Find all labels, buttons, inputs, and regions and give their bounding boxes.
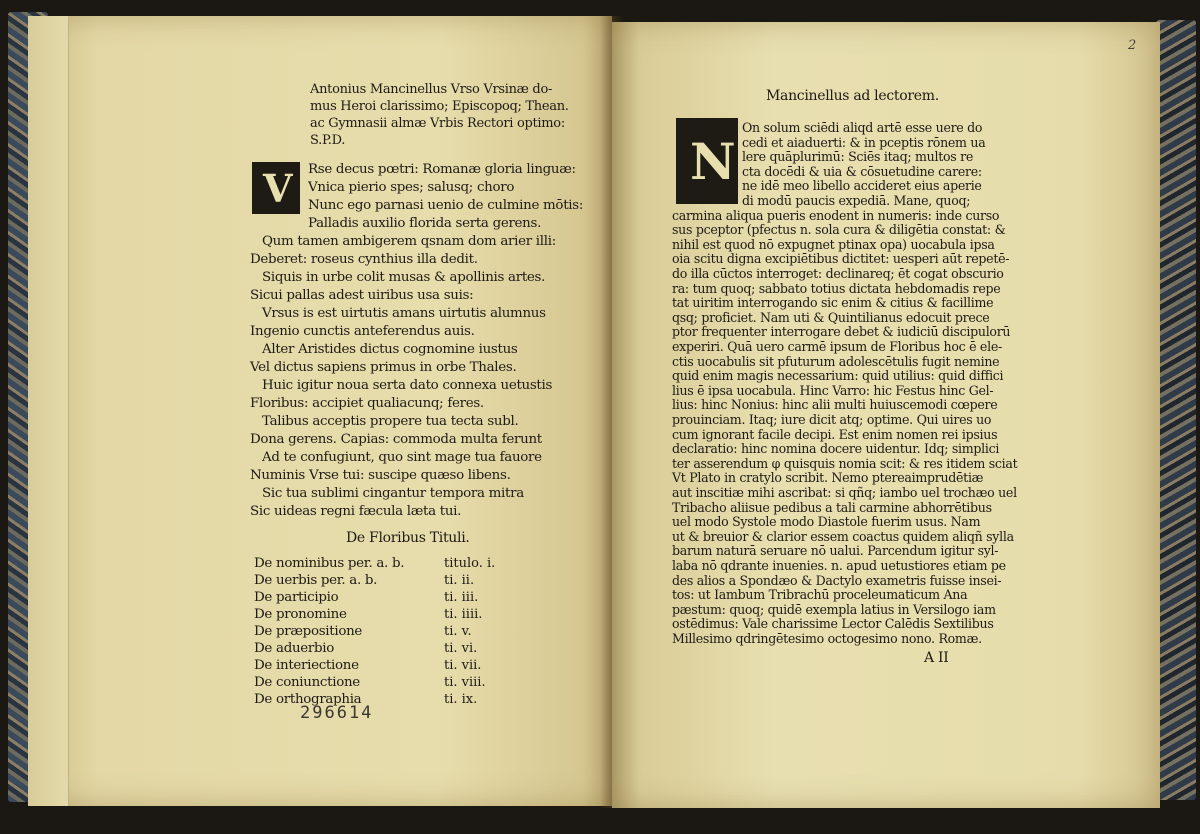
poem-line: Dona gerens. Capias: commoda multa ferunt	[250, 432, 542, 447]
preface-line: prouinciam. Itaq; iure dicit atq; optime. Qui uires uo	[672, 412, 992, 427]
toc-label: De pronomine	[254, 607, 347, 622]
toc-label: De orthographia	[254, 692, 362, 707]
toc-label: De aduerbio	[254, 641, 335, 656]
toc-number: ti. iiii.	[444, 607, 483, 622]
preface-line: ptor frequenter interrogare debet & iudiciū discipulorū	[672, 324, 1011, 340]
toc-number: ti. vii.	[444, 658, 482, 673]
poem-line: Sic uideas regni fæcula læta tui.	[250, 504, 462, 519]
poem-line: Vel dictus sapiens primus in orbe Thales.	[250, 360, 517, 375]
decorated-initial-n: N	[676, 118, 738, 204]
right-page-heading: Mancinellus ad lectorem.	[766, 88, 939, 104]
preface-line: ut & breuior & clarior essem coactus quidem aliqñ sylla	[672, 528, 1014, 544]
preface-line: ter asserendum φ quisquis nomia scit: & res itidem sciat	[672, 455, 1018, 471]
preface-line: ne idē meo libello accideret eius aperie	[742, 178, 982, 194]
toc-number: ti. ii.	[444, 573, 475, 588]
marbled-cover-right	[1156, 20, 1196, 800]
preface-line: do illa cūctos interroget: declinareq; ēt cogat obscurio	[672, 266, 1004, 281]
preface-line: laba nō qdrante inuenies. n. apud uetustiores etiam pe	[672, 558, 1006, 573]
preface-line: lere quāplurimū: Sciēs itaq; multos re	[742, 149, 973, 165]
preface-line: barum naturā seruare nō ualui. Parcendum igitur syl-	[672, 543, 999, 559]
poem-line: Ingenio cunctis anteferendus auis.	[250, 324, 475, 339]
preface-line: ra: tum quoq; sabbato totius dictata hebdomadis repe	[672, 280, 1001, 296]
preface-line: ctis uocabulis sit pfuturum adolescētulis fugit nemine	[672, 353, 1000, 369]
preface-line: Vt Plato in cratylo scribit. Nemo ptereaimprudētiæ	[672, 470, 984, 486]
poem-line: Numinis Vrse tui: suscipe quæso libens.	[250, 468, 511, 483]
poem-line: Rse decus pœtri: Romanæ gloria linguæ:	[308, 162, 576, 177]
poem-line: Deberet: roseus cynthius illa dedit.	[250, 252, 478, 267]
dedication-line: ac Gymnasii almæ Vrbis Rectori optimo:	[310, 116, 565, 131]
preface-line: cum ignorant facile decipi. Est enim nomen rei ipsius	[672, 426, 998, 442]
toc-number: ti. vi.	[444, 641, 478, 656]
preface-line: lius ē ipsa uocabula. Hinc Varro: hic Festus hinc Gel-	[672, 382, 994, 398]
poem-line: Nunc ego parnasi uenio de culmine mōtis:	[308, 198, 584, 213]
preface-line: Millesimo qdringētesimo octogesimo nono. Romæ.	[672, 631, 982, 646]
dedication-line: S.P.D.	[310, 133, 346, 148]
toc-label: De uerbis per. a. b.	[254, 573, 378, 588]
folio-number: 2	[1128, 38, 1137, 53]
poem-line: Vnica pierio spes; salusq; choro	[308, 180, 515, 195]
dedication-line: Antonius Mancinellus Vrso Vrsinæ do-	[310, 82, 553, 97]
toc-label: De participio	[254, 590, 339, 605]
preface-line: pæstum: quoq; quidē exempla latius in Versilogo iam	[672, 601, 996, 617]
preface-line: qsq; proficiet. Nam uti & Quintilianus edocuit prece	[672, 309, 990, 325]
preface-line: di modū paucis expediā. Mane, quoq;	[742, 193, 971, 208]
poem-line: Huic igitur noua serta dato connexa uetustis	[262, 378, 553, 393]
preface-line: experiri. Quā uero carmē ipsum de Floribus hoc ē ele-	[672, 339, 1002, 354]
preface-line: quid enim magis necessarium: quid utilius: quid diffici	[672, 368, 1004, 384]
preface-line: aut inscitiæ mihi ascribat: si qñq; iambo uel trochæo uel	[672, 485, 1017, 500]
preface-line: tat uiritim interrogando sic enim & citius & facillime	[672, 295, 994, 311]
toc-number: ti. iii.	[444, 590, 479, 605]
toc-label: De coniunctione	[254, 675, 360, 690]
toc-heading: De Floribus Tituli.	[346, 530, 470, 546]
preface-line: declaratio: hinc nomina docere uidentur. Idq; simplici	[672, 441, 1000, 457]
dedication-line: mus Heroi clarissimo; Episcopoq; Thean.	[310, 99, 569, 114]
poem-line: Palladis auxilio florida serta gerens.	[308, 216, 542, 231]
preface-line: cedi et aiaduerti: & in pceptis rōnem ua	[742, 134, 986, 150]
preface-line: ostēdimus: Vale charissime Lector Calēdis Sextilibus	[672, 616, 994, 632]
signature-mark: A II	[924, 650, 949, 666]
poem-line: Sicui pallas adest uiribus usa suis:	[250, 288, 474, 303]
preface-line: tos: ut Iambum Tribrachū proceleumaticum Ana	[672, 587, 968, 603]
library-stamp-number: 296614	[300, 703, 374, 723]
toc-label: De nominibus per. a. b.	[254, 556, 405, 571]
poem-line: Talibus acceptis propere tua tecta subl.	[262, 414, 519, 429]
toc-number: ti. ix.	[444, 692, 478, 707]
preface-line: des alios a Spondæo & Dactylo exametris fuisse insei-	[672, 572, 1002, 588]
decorated-initial-v: V	[252, 162, 300, 214]
preface-line: sus pceptor (pfectus n. sola cura & diligētia constat: &	[672, 222, 1006, 238]
preface-line: lius: hinc Nonius: hinc alii multi huiuscemodi cœpere	[672, 397, 998, 413]
poem-line: Floribus: accipiet qualiacunq; feres.	[250, 396, 484, 411]
toc-number: titulo. i.	[444, 556, 496, 571]
poem-line: Alter Aristides dictus cognomine iustus	[262, 342, 518, 357]
poem-line: Qum tamen ambigerem qsnam dom arier illi:	[262, 234, 556, 249]
preface-line: carmina aliqua pueris enodent in numeris: inde curso	[672, 207, 1000, 223]
preface-line: oia scitu digna excipiētibus dictitet: uesperi aūt repetē-	[672, 251, 1010, 267]
toc-number: ti. v.	[444, 624, 472, 639]
flyleaf-edge	[28, 16, 69, 806]
toc-number: ti. viii.	[444, 675, 486, 690]
poem-line: Sic tua sublimi cingantur tempora mitra	[262, 486, 524, 501]
preface-line: cta docēdi & uia & cōsuetudine carere:	[742, 163, 982, 179]
poem-line: Siquis in urbe colit musas & apollinis artes.	[262, 270, 546, 285]
poem-line: Vrsus is est uirtutis amans uirtutis alumnus	[262, 306, 546, 321]
preface-line: nihil est quod nō expugnet ptinax opa) uocabula ipsa	[672, 236, 995, 252]
toc-label: De interiectione	[254, 658, 359, 673]
preface-line: Tribacho aliisue pedibus a tali carmine abhorrētibus	[672, 499, 992, 515]
preface-line: On solum sciēdi aliqd artē esse uere do	[742, 120, 983, 135]
preface-line: uel modo Systole modo Diastole fuerim usus. Nam	[672, 514, 981, 530]
poem-line: Ad te confugiunt, quo sint mage tua fauore	[262, 450, 542, 465]
toc-label: De præpositione	[254, 624, 363, 639]
